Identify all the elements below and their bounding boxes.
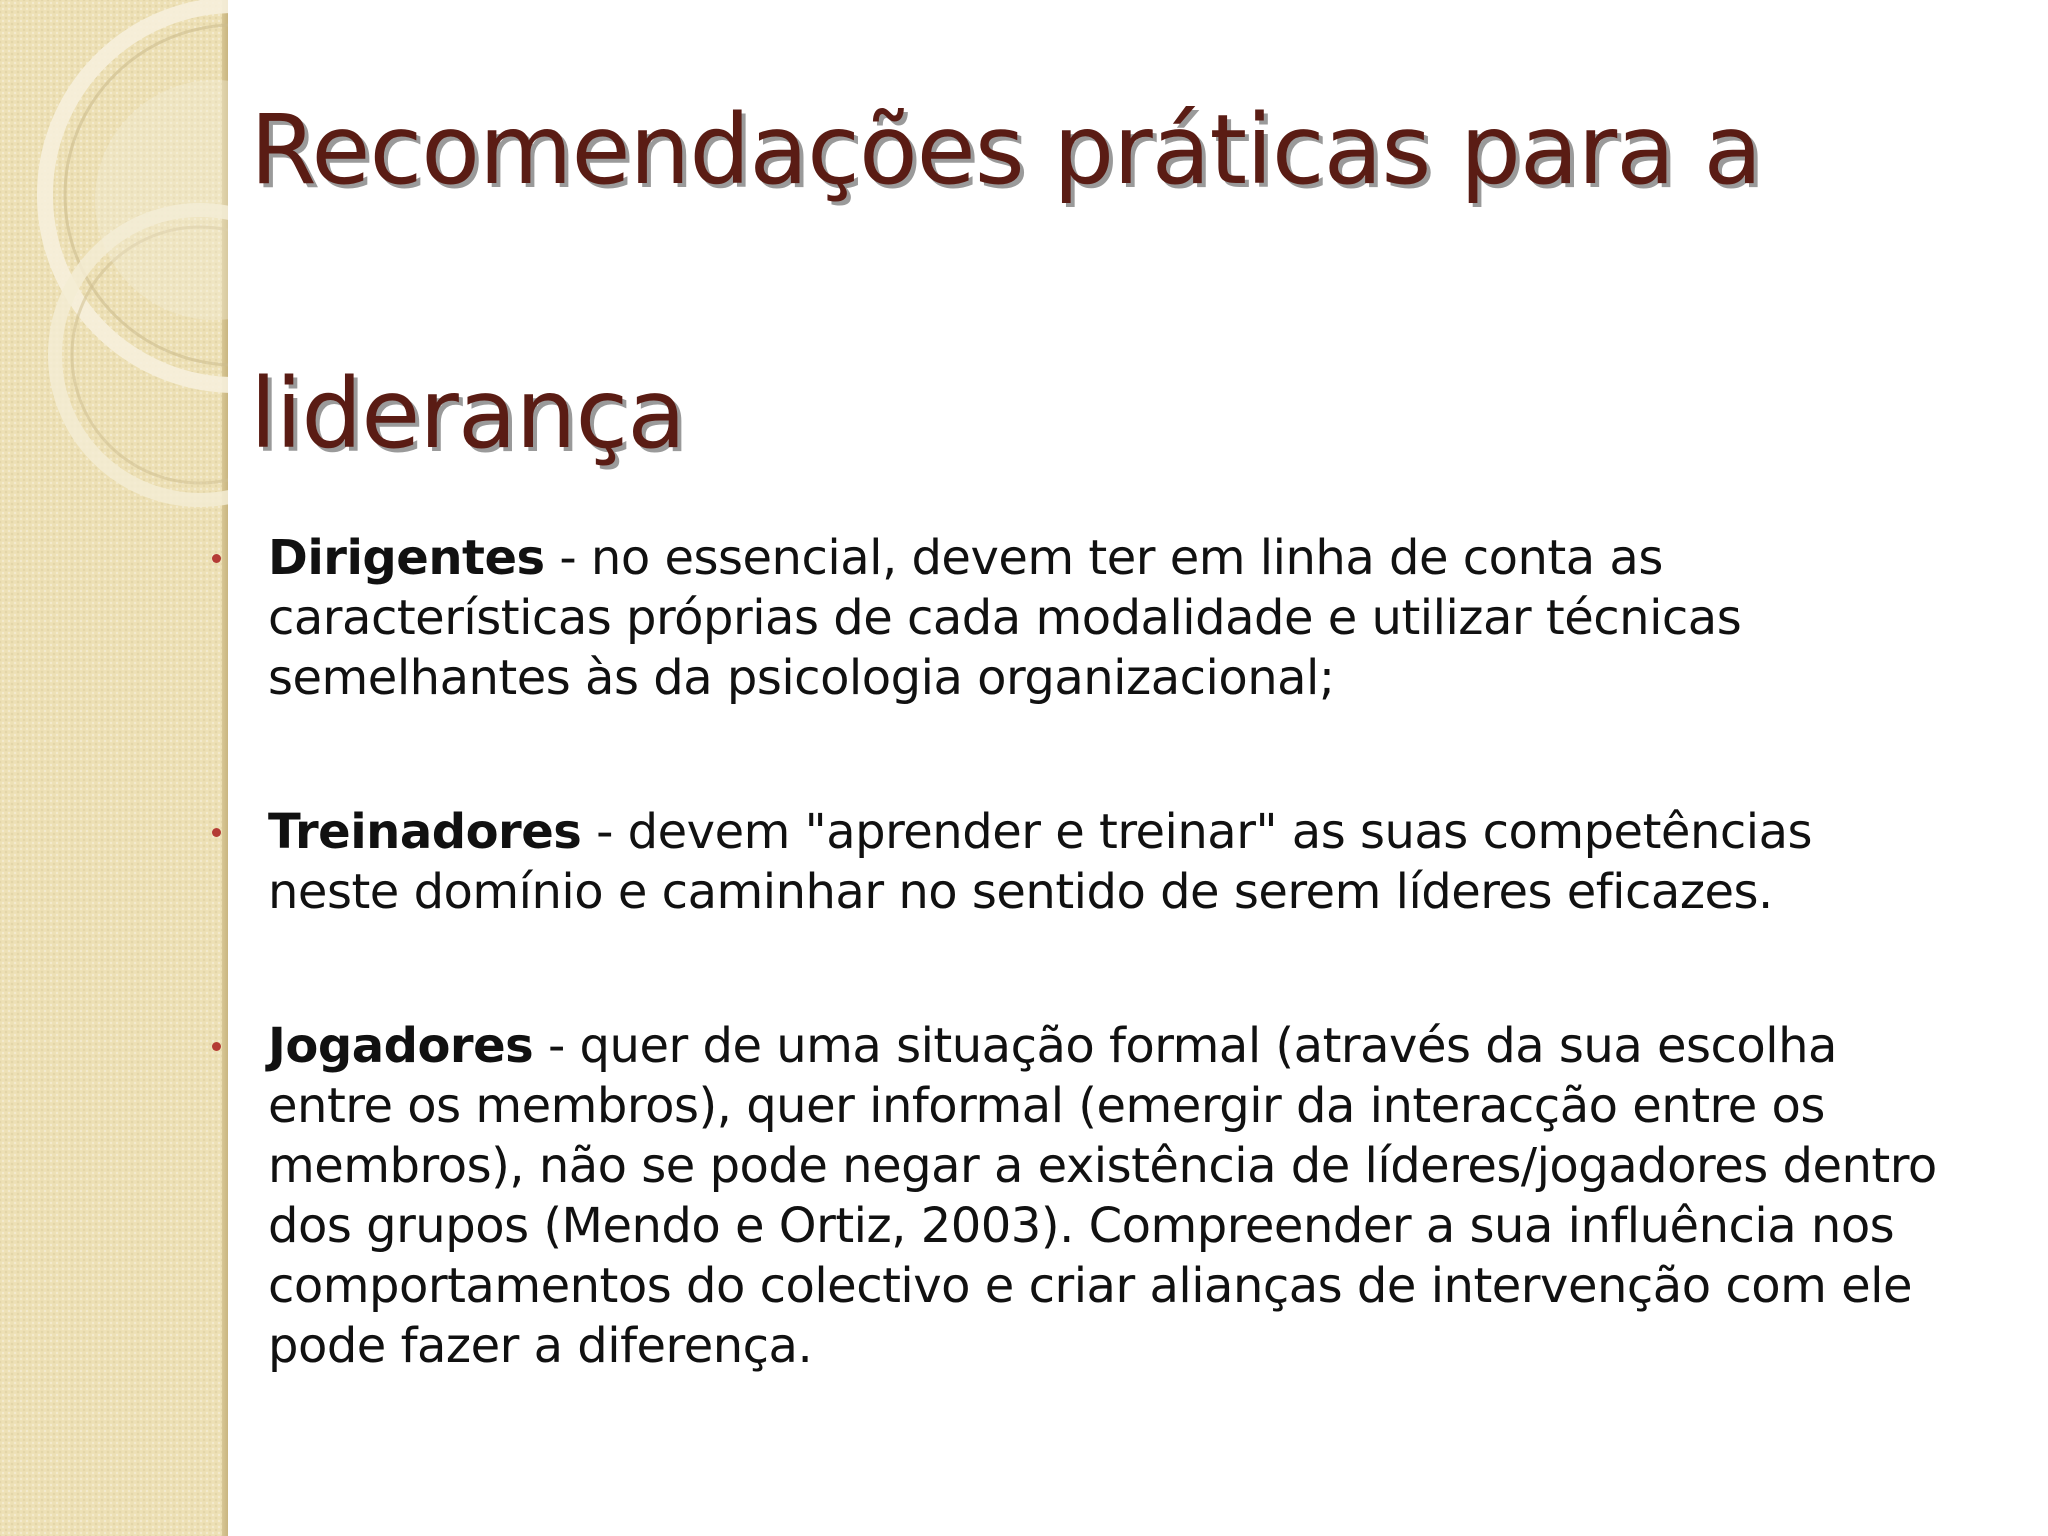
bullet-item-jogadores: [212, 1016, 1952, 1376]
bullet-term: Dirigentes: [268, 530, 545, 586]
bullet-text: - quer de uma situação formal (através da sua escolha entre os membros), quer informal (emergir da interacção entre os membros), não se pode negar a existência de líderes/jogadores dentro dos grupos (Mendo e Ortiz, 2003). Compreender a sua influência nos comportamentos do colectivo e criar alianças de intervenção com ele pode fazer a diferença.: [268, 1018, 1937, 1374]
bullet-item-dirigentes: [212, 528, 1952, 708]
decorative-rings: [0, 0, 228, 520]
bullet-item-treinadores: [212, 802, 1952, 922]
bullet-term: Treinadores: [268, 804, 582, 860]
slide-title-line-1: Recomendações práticas para a: [250, 94, 1762, 206]
slide-title-line-2: liderança: [250, 358, 686, 470]
bullet-dot-icon: [212, 554, 221, 563]
bullet-term: Jogadores: [268, 1018, 534, 1074]
bullet-dot-icon: [212, 1042, 221, 1051]
bullet-list: [212, 528, 1952, 1376]
bullet-text: - devem "aprender e treinar" as suas competências neste domínio e caminhar no sentido de serem líderes eficazes.: [268, 804, 1813, 920]
bullet-dot-icon: [212, 828, 221, 837]
bullet-text: - no essencial, devem ter em linha de conta as características próprias de cada modalidade e utilizar técnicas semelhantes às da psicologia organizacional;: [268, 530, 1742, 706]
slide-title: [250, 80, 1950, 484]
